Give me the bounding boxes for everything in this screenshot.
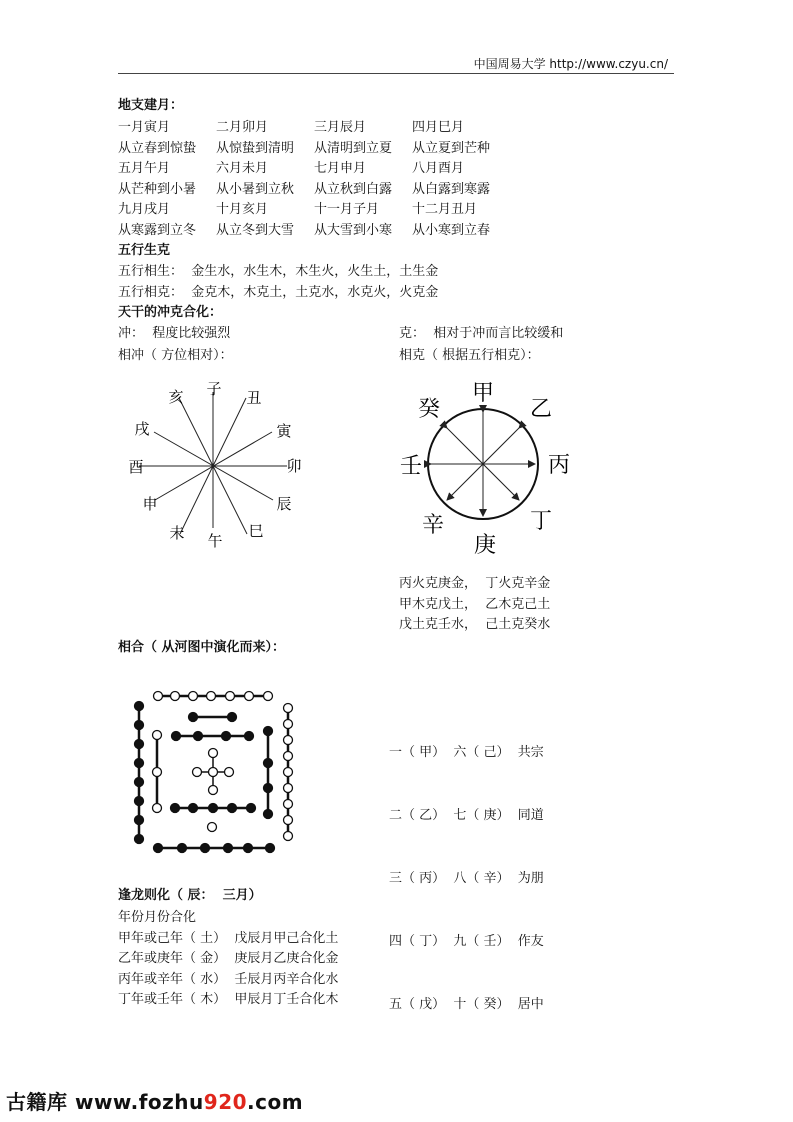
branch-si: 巳 bbox=[248, 522, 264, 540]
hetu-dot-yin bbox=[244, 844, 253, 853]
dizhi-cell: 七月申月 bbox=[314, 161, 367, 177]
dizhi-title: 地支建月： bbox=[118, 98, 184, 113]
page-header bbox=[118, 55, 674, 74]
dizhi-cell: 从立冬到大雪 bbox=[216, 222, 295, 238]
hetu-dot-yang bbox=[189, 692, 198, 701]
branch-wu: 午 bbox=[207, 532, 223, 550]
hetu-dot-yin bbox=[189, 713, 198, 722]
hetu-dot-yin bbox=[172, 732, 181, 741]
hetu-dot-yang bbox=[171, 692, 180, 701]
dizhi-cell: 从惊蛰到清明 bbox=[216, 140, 295, 156]
hetu-dot-yang bbox=[284, 768, 293, 777]
dizhi-table bbox=[118, 118, 510, 242]
dizhi-cell: 从大雪到小寒 bbox=[314, 222, 393, 238]
xiangchong-label: 相冲（ 方位相对）： bbox=[118, 348, 233, 363]
branch-xu: 戌 bbox=[134, 420, 150, 438]
stem-ren: 壬 bbox=[399, 454, 423, 479]
fenglong-line: 甲年或己年（ 土） 戊辰月甲己合化土 bbox=[118, 930, 339, 946]
tiangan-title: 天干的冲克合化： bbox=[118, 305, 223, 320]
dizhi-row bbox=[118, 139, 510, 160]
hetu-dot-yang bbox=[284, 720, 293, 729]
hetu-dot-yang bbox=[193, 768, 202, 777]
footer-brand-text: 古籍库 www.fozhu bbox=[6, 1090, 204, 1114]
pair-line: 三（ 丙） 八（ 辛） 为朋 bbox=[389, 871, 544, 886]
branch-wei: 未 bbox=[169, 524, 185, 542]
hetu-dot-yang bbox=[284, 800, 293, 809]
dizhi-cell: 四月巳月 bbox=[412, 120, 465, 135]
ke-line: 丙火克庚金， 丁火克辛金 bbox=[399, 576, 551, 591]
dizhi-cell: 十一月子月 bbox=[314, 202, 380, 218]
stem-xin: 辛 bbox=[421, 513, 445, 538]
dizhi-cell: 一月寅月 bbox=[118, 120, 171, 135]
hetu-dot-yang bbox=[226, 692, 235, 701]
xianghe-pairs bbox=[389, 700, 544, 1036]
hetu-dot-yin bbox=[135, 702, 144, 711]
hetu-dot-yang bbox=[153, 804, 162, 813]
wuxing-sheng: 五行相生： 金生水，水生木，木生火，火生土，土生金 bbox=[118, 264, 439, 279]
hetu-dot-yin bbox=[201, 844, 210, 853]
pair-line: 二（ 乙） 七（ 庚） 同道 bbox=[389, 808, 544, 823]
dizhi-row bbox=[118, 118, 510, 139]
stem-ding: 丁 bbox=[529, 509, 553, 534]
hetu-dot-yin bbox=[222, 732, 231, 741]
pair-line: 五（ 戊） 十（ 癸） 居中 bbox=[389, 997, 544, 1012]
stem-bing: 丙 bbox=[547, 453, 571, 478]
hetu-dot-yin bbox=[264, 784, 273, 793]
hetu-dot-yin bbox=[264, 759, 273, 768]
footer-brand-number: 920 bbox=[203, 1090, 248, 1114]
chong-desc: 冲： 程度比较强烈 bbox=[118, 326, 231, 341]
hetu-dot-yang bbox=[153, 768, 162, 777]
footer-brand[interactable] bbox=[6, 1086, 303, 1115]
stem-jia: 甲 bbox=[471, 381, 495, 406]
hetu-dot-yin bbox=[224, 844, 233, 853]
hetu-dot-yin bbox=[245, 732, 254, 741]
branch-mao: 卯 bbox=[286, 457, 302, 475]
hetu-dot-yin bbox=[247, 804, 256, 813]
stem-yi: 乙 bbox=[529, 397, 553, 422]
ke-line: 甲木克戊土， 乙木克己土 bbox=[399, 596, 551, 612]
hetu-dot-yin bbox=[228, 713, 237, 722]
ke-lines bbox=[399, 574, 550, 636]
dizhi-row bbox=[118, 159, 510, 180]
stem-ke-diagram bbox=[395, 372, 585, 562]
hetu-dot-yin bbox=[135, 721, 144, 730]
fenglong-lines bbox=[118, 908, 338, 1011]
hetu-dot-yang bbox=[284, 784, 293, 793]
hetu-dot-yin bbox=[228, 804, 237, 813]
dizhi-row bbox=[118, 200, 510, 221]
hetu-dot-yin bbox=[135, 797, 144, 806]
wuxing-ke: 五行相克： 金克木，木克土，土克水，水克火，火克金 bbox=[118, 285, 439, 300]
hetu-dot-yang bbox=[284, 816, 293, 825]
branch-yin: 寅 bbox=[276, 422, 292, 440]
hetu-dot-yang bbox=[284, 832, 293, 841]
hetu-dot-yin bbox=[135, 759, 144, 768]
hetu-dot-yin bbox=[178, 844, 187, 853]
hetu-dot-yang bbox=[207, 692, 216, 701]
dizhi-cell: 五月午月 bbox=[118, 161, 171, 177]
dizhi-cell: 九月戌月 bbox=[118, 202, 171, 218]
dizhi-cell: 从寒露到立冬 bbox=[118, 222, 197, 238]
hetu-dot-yin bbox=[135, 816, 144, 825]
hetu-dot-yin bbox=[154, 844, 163, 853]
dizhi-cell: 从小寒到立春 bbox=[412, 222, 491, 238]
fenglong-line: 丙年或辛年（ 水） 壬辰月丙辛合化水 bbox=[118, 971, 339, 987]
branch-zi: 子 bbox=[206, 380, 222, 398]
hetu-dot-yang bbox=[209, 768, 218, 777]
pair-line: 一（ 甲） 六（ 己） 共宗 bbox=[389, 745, 544, 760]
dizhi-cell: 从小暑到立秋 bbox=[216, 181, 295, 197]
dizhi-cell: 十月亥月 bbox=[216, 202, 269, 218]
dizhi-cell: 三月辰月 bbox=[314, 120, 367, 135]
stem-gui: 癸 bbox=[417, 397, 441, 422]
hetu-dot-yin bbox=[209, 804, 218, 813]
fenglong-title: 逢龙则化（ 辰： 三月） bbox=[118, 888, 262, 903]
hetu-diagram bbox=[128, 686, 303, 856]
hetu-dot-yang bbox=[153, 731, 162, 740]
dizhi-cell: 从白露到寒露 bbox=[412, 181, 491, 197]
hetu-dot-yin bbox=[194, 732, 203, 741]
dizhi-row bbox=[118, 221, 510, 242]
dizhi-cell: 十二月丑月 bbox=[412, 202, 478, 218]
branch-hai: 亥 bbox=[168, 388, 184, 406]
fenglong-line: 乙年或庚年（ 金） 庚辰月乙庚合化金 bbox=[118, 951, 339, 966]
dizhi-cell: 八月酉月 bbox=[412, 161, 465, 177]
branch-chou: 丑 bbox=[246, 389, 262, 407]
hetu-dot-yang bbox=[225, 768, 234, 777]
fenglong-line: 年份月份合化 bbox=[118, 910, 197, 925]
xiangke-label: 相克（ 根据五行相克）： bbox=[399, 348, 540, 363]
branch-opposition-diagram bbox=[118, 370, 318, 555]
site-url: 中国周易大学 http://www.czyu.cn/ bbox=[473, 57, 668, 71]
hetu-dot-yang bbox=[284, 736, 293, 745]
dizhi-cell: 六月未月 bbox=[216, 161, 269, 177]
ke-desc: 克： 相对于冲而言比较缓和 bbox=[399, 326, 564, 341]
hetu-dot-yin bbox=[135, 778, 144, 787]
fenglong-line: 丁年或壬年（ 木） 甲辰月丁壬合化木 bbox=[118, 992, 339, 1007]
dizhi-row bbox=[118, 180, 510, 201]
hetu-dot-yin bbox=[135, 835, 144, 844]
hetu-dot-yang bbox=[284, 704, 293, 713]
hetu-dot-yin bbox=[266, 844, 275, 853]
hetu-dot-yang bbox=[245, 692, 254, 701]
branch-chen: 辰 bbox=[276, 495, 292, 513]
hetu-dot-yang bbox=[208, 823, 217, 832]
wuxing-title: 五行生克 bbox=[118, 243, 171, 258]
dizhi-cell: 二月卯月 bbox=[216, 120, 269, 135]
hetu-dot-yang bbox=[209, 749, 218, 758]
dizhi-cell: 从立夏到芒种 bbox=[412, 140, 491, 156]
hetu-dot-yin bbox=[264, 810, 273, 819]
dizhi-cell: 从立秋到白露 bbox=[314, 181, 393, 197]
hetu-dot-yang bbox=[264, 692, 273, 701]
xianghe-title: 相合（ 从河图中演化而来）： bbox=[118, 640, 286, 655]
hetu-dot-yin bbox=[135, 740, 144, 749]
ke-line: 戊土克壬水， 己土克癸水 bbox=[399, 617, 551, 632]
stem-geng: 庚 bbox=[473, 533, 497, 558]
hetu-dot-yin bbox=[264, 727, 273, 736]
footer-brand-tld: .com bbox=[247, 1090, 304, 1114]
branch-shen: 申 bbox=[142, 495, 158, 513]
hetu-dot-yang bbox=[284, 752, 293, 761]
dizhi-cell: 从清明到立夏 bbox=[314, 140, 393, 156]
dizhi-cell: 从立春到惊蛰 bbox=[118, 140, 197, 156]
branch-you: 酉 bbox=[128, 458, 144, 476]
hetu-dot-yin bbox=[171, 804, 180, 813]
pair-line: 四（ 丁） 九（ 壬） 作友 bbox=[389, 934, 544, 949]
hetu-dot-yin bbox=[189, 804, 198, 813]
hetu-dot-yang bbox=[154, 692, 163, 701]
dizhi-cell: 从芒种到小暑 bbox=[118, 181, 197, 197]
hetu-dot-yang bbox=[209, 786, 218, 795]
